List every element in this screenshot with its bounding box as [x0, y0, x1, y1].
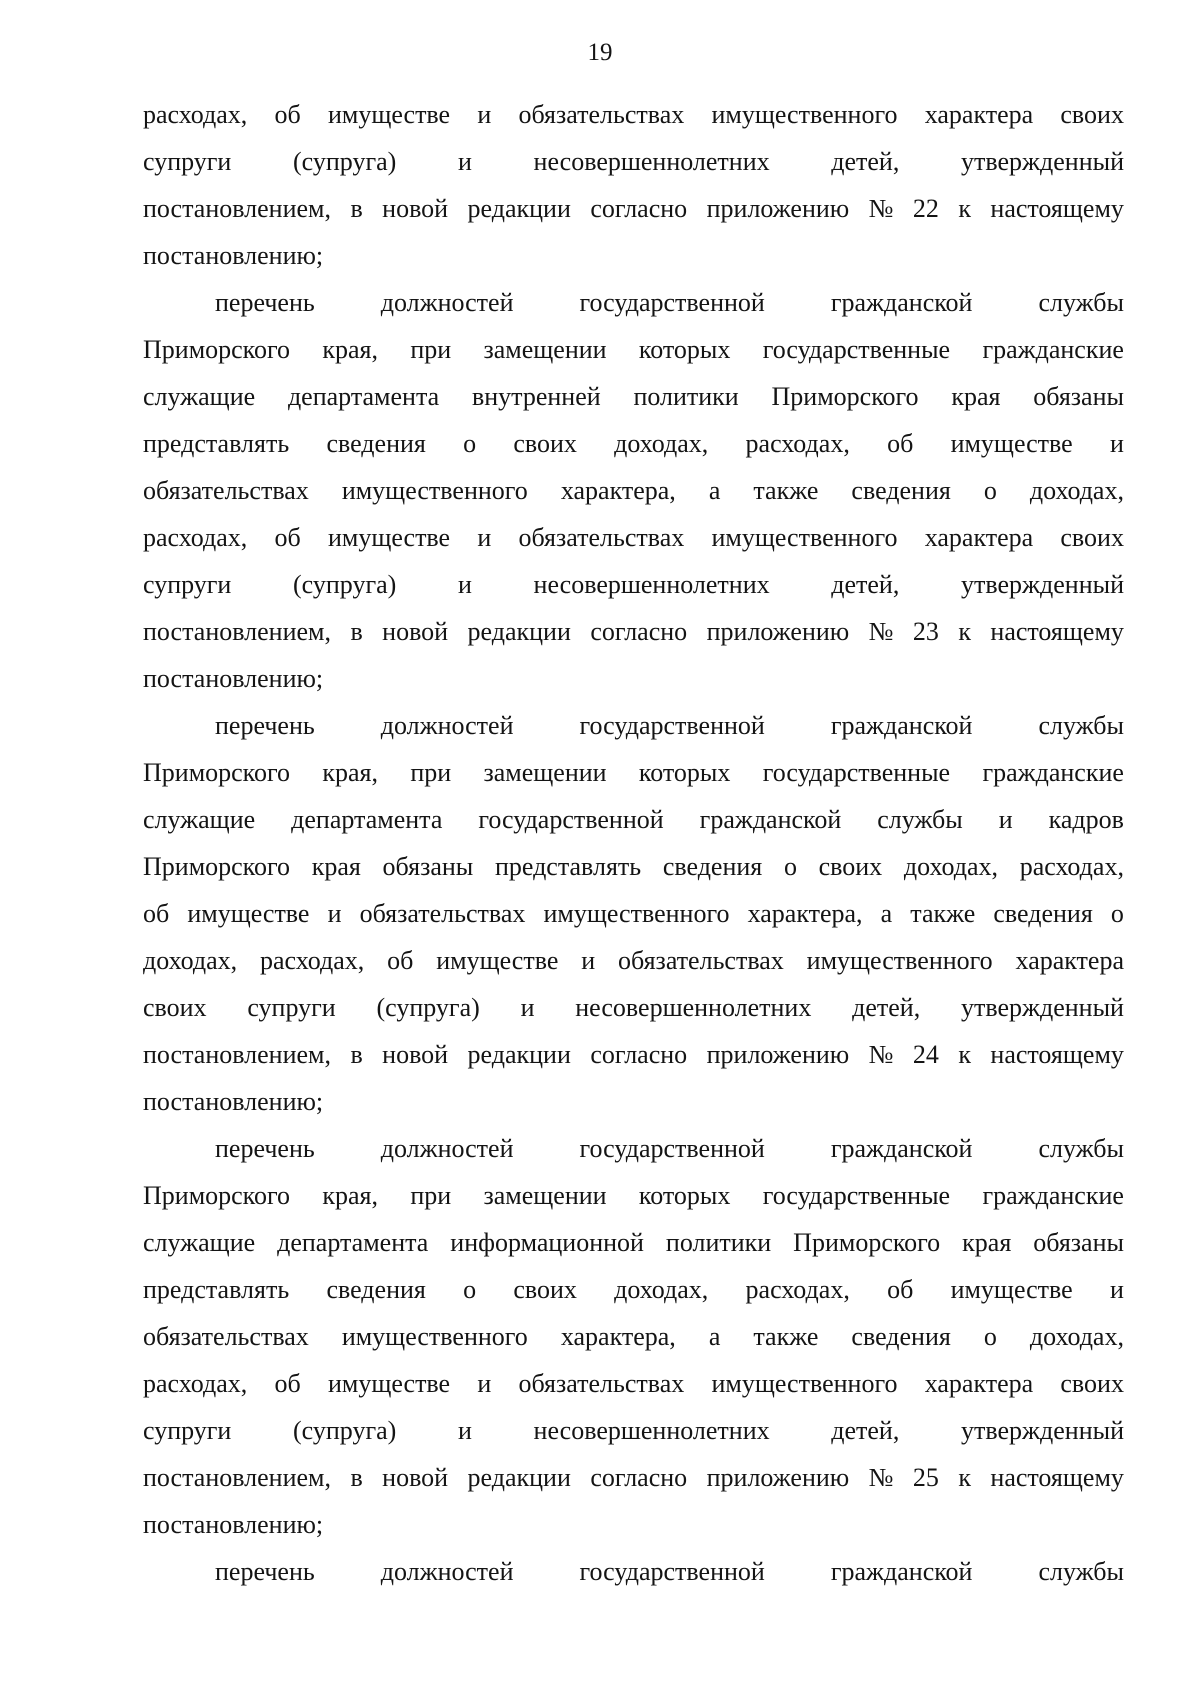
word: характера, — [560, 476, 676, 505]
word: несовершеннолетних — [533, 147, 770, 176]
word: политики — [633, 382, 739, 411]
word: постановлением, — [143, 1040, 332, 1069]
text-line — [143, 1454, 1124, 1501]
word: постановлению; — [143, 1087, 324, 1116]
word: о — [463, 429, 477, 458]
word: расходах, — [143, 100, 248, 129]
word: сведения — [993, 899, 1093, 928]
word: детей, — [831, 570, 900, 599]
text-line — [143, 937, 1124, 984]
word: сведения — [326, 1275, 426, 1304]
word: гражданские — [982, 1181, 1124, 1210]
text-line — [143, 1031, 1124, 1078]
word: информационной — [450, 1228, 644, 1257]
word: имуществе — [327, 100, 451, 129]
word: сведения — [851, 476, 951, 505]
word: Приморского — [143, 758, 291, 787]
word: представлять — [143, 1275, 290, 1304]
word: перечень — [215, 1134, 315, 1163]
word: службы — [1038, 1557, 1124, 1586]
word: департамента — [291, 805, 443, 834]
text-line — [143, 467, 1124, 514]
word: государственной — [579, 711, 765, 740]
word: доходах, — [1029, 1322, 1124, 1351]
word: новой — [382, 1040, 449, 1069]
word: сведения — [662, 852, 763, 881]
word: и — [1109, 429, 1124, 458]
text-line — [143, 1407, 1124, 1454]
text-line — [143, 138, 1124, 185]
word: № — [868, 1040, 894, 1069]
word: имущественного — [543, 899, 730, 928]
word: служащие — [143, 1228, 256, 1257]
text-line — [143, 514, 1124, 561]
text-line — [143, 843, 1124, 890]
word: об — [274, 523, 301, 552]
word: и — [457, 570, 472, 599]
word: должностей — [380, 711, 514, 740]
word: постановлению; — [143, 1510, 324, 1539]
word: в — [350, 1040, 363, 1069]
word: также — [753, 1322, 819, 1351]
word: (супруга) — [376, 993, 480, 1022]
word: к — [958, 617, 971, 646]
word: согласно — [590, 617, 688, 646]
word: расходах, — [143, 523, 248, 552]
word: сведения — [851, 1322, 951, 1351]
text-line — [143, 232, 1124, 279]
word: государственной — [478, 805, 664, 834]
word: доходах, — [143, 946, 238, 975]
word: приложению — [706, 1040, 850, 1069]
word: новой — [382, 1463, 449, 1492]
word: а — [708, 1322, 721, 1351]
word: и — [998, 805, 1013, 834]
word: Приморского — [793, 1228, 941, 1257]
word: расходах, — [745, 429, 850, 458]
word: детей, — [831, 147, 900, 176]
word: об — [274, 1369, 301, 1398]
word: новой — [382, 617, 449, 646]
word: обязательствах — [359, 899, 526, 928]
word: которых — [638, 1181, 731, 1210]
word: о — [983, 476, 997, 505]
word: департамента — [287, 382, 440, 411]
word: представлять — [494, 852, 642, 881]
word: гражданской — [830, 288, 973, 317]
word: и — [581, 946, 596, 975]
word: (супруга) — [293, 147, 397, 176]
word: имуществе — [327, 523, 451, 552]
word: обязаны — [382, 852, 474, 881]
word: об — [387, 946, 414, 975]
word: о — [783, 852, 797, 881]
text-line — [143, 1266, 1124, 1313]
word: супруги — [143, 1416, 232, 1445]
word: к — [958, 194, 971, 223]
word: государственной — [579, 1557, 765, 1586]
word: Приморского — [143, 335, 291, 364]
word: службы — [1038, 288, 1124, 317]
word: утвержденный — [961, 1416, 1124, 1445]
text-line — [143, 1125, 1124, 1172]
text-line — [143, 1548, 1124, 1595]
word: № — [868, 617, 894, 646]
word: о — [983, 1322, 997, 1351]
word: супруги — [247, 993, 336, 1022]
word: службы — [1038, 1134, 1124, 1163]
word: настоящему — [990, 1463, 1124, 1492]
word: службы — [877, 805, 963, 834]
word: об — [274, 100, 301, 129]
word: характера — [924, 523, 1034, 552]
word: приложению — [706, 194, 850, 223]
word: согласно — [590, 194, 688, 223]
text-line — [143, 561, 1124, 608]
word: в — [350, 617, 363, 646]
word: супруги — [143, 147, 232, 176]
word: настоящему — [990, 1040, 1124, 1069]
text-line — [143, 1313, 1124, 1360]
word: постановлением, — [143, 617, 332, 646]
word: о — [1110, 899, 1124, 928]
word: имущественного — [711, 1369, 898, 1398]
word: к — [958, 1463, 971, 1492]
word: имущественного — [806, 946, 993, 975]
word: кадров — [1048, 805, 1124, 834]
word: согласно — [590, 1040, 688, 1069]
word: детей, — [831, 1416, 900, 1445]
word: и — [520, 993, 535, 1022]
word: 25 — [912, 1463, 939, 1492]
word: обязаны — [1033, 382, 1124, 411]
word: утвержденный — [961, 570, 1124, 599]
word: гражданской — [699, 805, 842, 834]
word: и — [1109, 1275, 1124, 1304]
word: служащие — [143, 382, 256, 411]
word: государственные — [762, 335, 951, 364]
word: несовершеннолетних — [533, 1416, 770, 1445]
text-line — [143, 420, 1124, 467]
word: настоящему — [990, 617, 1124, 646]
word: обязательствах — [618, 946, 784, 975]
word: своих — [1060, 523, 1124, 552]
word: характера — [924, 1369, 1034, 1398]
text-line — [143, 326, 1124, 373]
text-line — [143, 91, 1124, 138]
word: службы — [1038, 711, 1124, 740]
word: имуществе — [187, 899, 310, 928]
word: края, — [322, 1181, 378, 1210]
word: расходах, — [1019, 852, 1124, 881]
word: и — [457, 147, 472, 176]
word: расходах, — [745, 1275, 850, 1304]
word: края — [962, 1228, 1012, 1257]
word: новой — [382, 194, 449, 223]
word: утвержденный — [961, 147, 1124, 176]
word: государственные — [762, 758, 951, 787]
word: постановлением, — [143, 1463, 332, 1492]
word: (супруга) — [293, 1416, 397, 1445]
word: имущественного — [711, 523, 898, 552]
word: характера, — [560, 1322, 676, 1351]
word: края, — [322, 758, 378, 787]
document-body — [143, 91, 1124, 1595]
word: об — [887, 429, 914, 458]
word: департамента — [277, 1228, 429, 1257]
text-line — [143, 655, 1124, 702]
word: настоящему — [990, 194, 1124, 223]
word: Приморского — [143, 852, 291, 881]
word: имуществе — [950, 429, 1073, 458]
word: сведения — [326, 429, 426, 458]
text-line — [143, 185, 1124, 232]
word: несовершеннолетних — [575, 993, 812, 1022]
word: редакции — [467, 1463, 571, 1492]
text-line — [143, 1172, 1124, 1219]
word: приложению — [706, 1463, 850, 1492]
word: имущественного — [341, 476, 528, 505]
word: при — [410, 758, 452, 787]
word: замещении — [483, 1181, 607, 1210]
word: перечень — [215, 711, 315, 740]
word: доходах, — [1029, 476, 1124, 505]
word: а — [880, 899, 893, 928]
word: Приморского — [771, 382, 919, 411]
word: а — [708, 476, 721, 505]
word: обязательствах — [518, 100, 685, 129]
text-line — [143, 279, 1124, 326]
word: постановлением, — [143, 194, 332, 223]
word: доходах, — [614, 1275, 709, 1304]
word: своих — [513, 429, 577, 458]
word: 22 — [912, 194, 939, 223]
word: имуществе — [436, 946, 559, 975]
word: служащие — [143, 805, 256, 834]
word: гражданской — [830, 1134, 973, 1163]
word: гражданские — [982, 758, 1124, 787]
word: согласно — [590, 1463, 688, 1492]
word: в — [350, 194, 363, 223]
word: гражданской — [830, 1557, 973, 1586]
word: в — [350, 1463, 363, 1492]
word: края — [951, 382, 1001, 411]
word: государственной — [579, 1134, 765, 1163]
word: об — [143, 899, 170, 928]
word: также — [910, 899, 976, 928]
word: 24 — [912, 1040, 939, 1069]
word: которых — [638, 758, 731, 787]
word: которых — [638, 335, 731, 364]
word: постановлению; — [143, 241, 324, 270]
word: супруги — [143, 570, 232, 599]
word: расходах, — [143, 1369, 248, 1398]
word: государственной — [579, 288, 765, 317]
text-line — [143, 1501, 1124, 1548]
word: и — [477, 523, 492, 552]
text-line — [143, 796, 1124, 843]
word: приложению — [706, 617, 850, 646]
word: гражданской — [830, 711, 973, 740]
word: должностей — [380, 1557, 514, 1586]
word: своих — [143, 993, 207, 1022]
text-line — [143, 702, 1124, 749]
text-line — [143, 984, 1124, 1031]
word: обязательствах — [143, 476, 309, 505]
word: несовершеннолетних — [533, 570, 770, 599]
text-line — [143, 749, 1124, 796]
word: № — [868, 1463, 894, 1492]
word: должностей — [380, 1134, 514, 1163]
word: имуществе — [950, 1275, 1073, 1304]
word: обязательствах — [518, 523, 685, 552]
word: о — [463, 1275, 477, 1304]
word: имущественного — [711, 100, 898, 129]
word: своих — [513, 1275, 577, 1304]
word: об — [887, 1275, 914, 1304]
word: редакции — [467, 617, 571, 646]
word: характера, — [747, 899, 863, 928]
word: внутренней — [471, 382, 601, 411]
word: перечень — [215, 1557, 315, 1586]
word: края — [311, 852, 361, 881]
word: к — [958, 1040, 971, 1069]
word: представлять — [143, 429, 290, 458]
word: редакции — [467, 194, 571, 223]
word: доходах, — [614, 429, 709, 458]
text-line — [143, 890, 1124, 937]
text-line — [143, 373, 1124, 420]
word: утвержденный — [960, 993, 1124, 1022]
text-line — [143, 1219, 1124, 1266]
word: также — [753, 476, 819, 505]
word: имуществе — [327, 1369, 451, 1398]
word: постановлению; — [143, 664, 324, 693]
word: доходах, — [903, 852, 998, 881]
word: перечень — [215, 288, 315, 317]
word: (супруга) — [293, 570, 397, 599]
word: замещении — [483, 758, 607, 787]
word: характера — [924, 100, 1034, 129]
word: № — [868, 194, 894, 223]
word: своих — [818, 852, 883, 881]
text-line — [143, 1078, 1124, 1125]
word: 23 — [912, 617, 939, 646]
text-line — [143, 608, 1124, 655]
word: края, — [322, 335, 378, 364]
word: обязательствах — [518, 1369, 685, 1398]
word: при — [410, 1181, 452, 1210]
word: государственные — [762, 1181, 951, 1210]
word: редакции — [467, 1040, 571, 1069]
word: характера — [1015, 946, 1124, 975]
word: и — [477, 1369, 492, 1398]
word: и — [457, 1416, 472, 1445]
page-number: 19 — [587, 39, 613, 66]
word: обязательствах — [143, 1322, 309, 1351]
word: имущественного — [341, 1322, 528, 1351]
word: должностей — [380, 288, 514, 317]
word: и — [477, 100, 492, 129]
word: и — [327, 899, 342, 928]
word: политики — [665, 1228, 772, 1257]
word: своих — [1060, 100, 1124, 129]
text-line — [143, 1360, 1124, 1407]
word: своих — [1060, 1369, 1124, 1398]
word: расходах, — [259, 946, 365, 975]
word: гражданские — [982, 335, 1124, 364]
word: обязаны — [1033, 1228, 1124, 1257]
word: детей, — [852, 993, 921, 1022]
word: замещении — [483, 335, 607, 364]
word: при — [410, 335, 452, 364]
word: Приморского — [143, 1181, 291, 1210]
